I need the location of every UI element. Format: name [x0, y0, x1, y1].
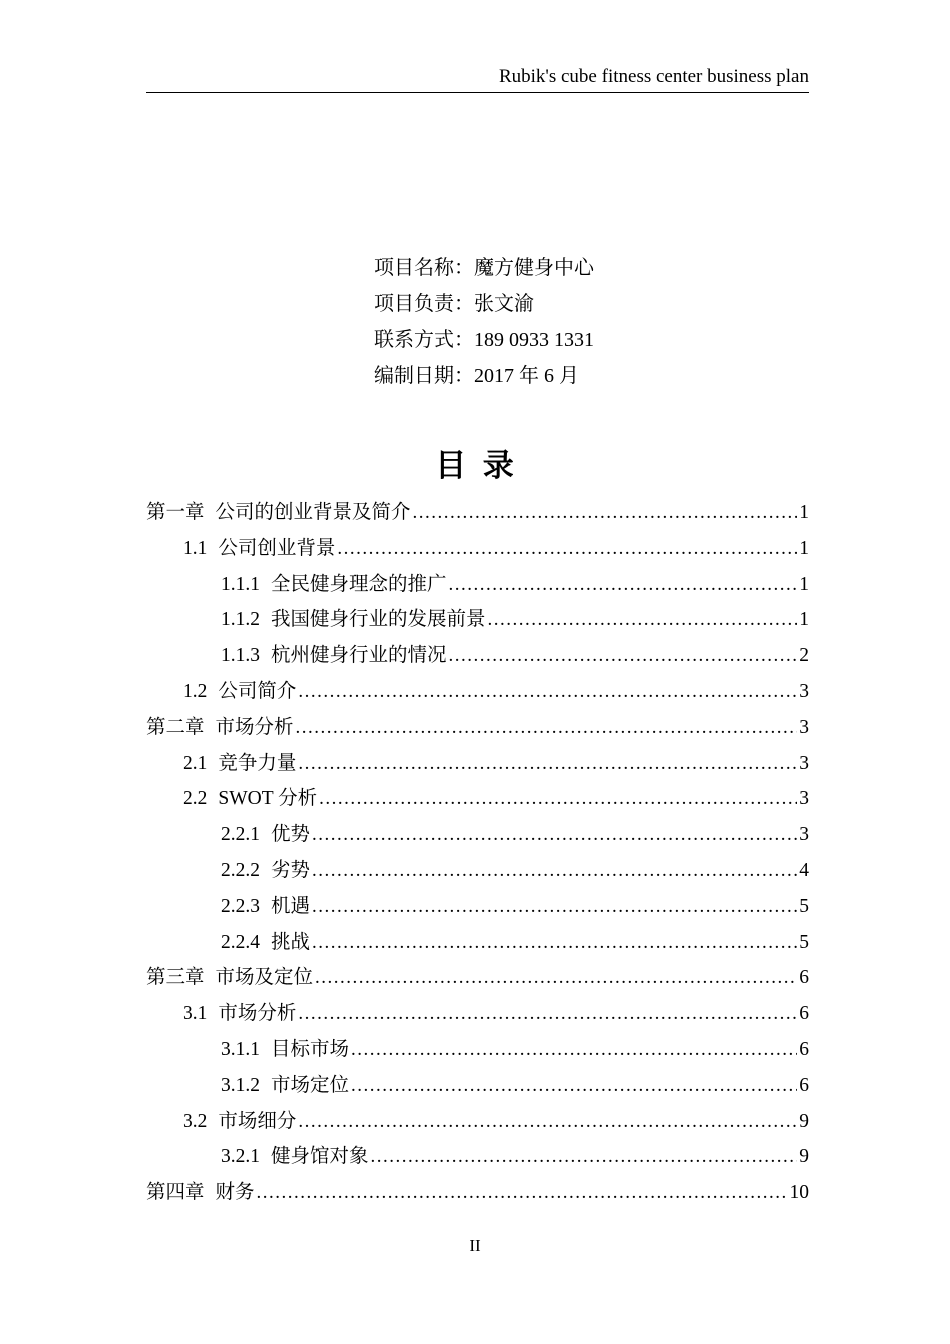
toc-entry[interactable] [146, 1139, 809, 1175]
toc-title: 目 录 [435, 448, 515, 483]
toc-dot-leader [351, 1032, 797, 1068]
contact-line: 联系方式：189 0933 1331 [374, 329, 594, 351]
toc-entry-number: 3.2 [183, 1110, 208, 1132]
toc-dot-leader [351, 1068, 797, 1104]
toc-entry-page: 5 [799, 895, 809, 917]
toc-entry[interactable] [146, 925, 809, 961]
toc-entry-number: 第四章 [146, 1182, 205, 1204]
toc-dot-leader [298, 674, 797, 710]
toc-entry-number: 第二章 [146, 716, 205, 738]
toc-entry-title: 我国健身行业的发展前景 [271, 609, 486, 631]
toc-entry[interactable] [146, 710, 809, 746]
toc-entry-page: 3 [799, 788, 809, 810]
toc-entry[interactable] [146, 996, 809, 1032]
toc-entry-title: 杭州健身行业的情况 [271, 645, 447, 667]
toc-entry[interactable] [146, 1104, 809, 1140]
toc-entry-page: 1 [799, 573, 809, 595]
toc-dot-leader [315, 960, 797, 996]
toc-entry-title: 健身馆对象 [271, 1146, 369, 1168]
toc-entry-number: 1.1 [183, 537, 208, 559]
toc-dot-leader [449, 567, 798, 603]
toc-entry-title: 劣势 [271, 859, 311, 881]
toc-entry-number: 2.2.2 [221, 859, 260, 881]
toc-entry-title: 市场分析 [215, 716, 294, 738]
toc-dot-leader [298, 746, 797, 782]
toc-entry[interactable] [146, 567, 809, 603]
toc-entry-number: 1.2 [183, 680, 208, 702]
toc-entry-number: 2.2.1 [221, 824, 260, 846]
date-line: 编制日期：2017 年 6 月 [374, 365, 579, 387]
toc-entry-page: 6 [799, 1074, 809, 1096]
toc-entry-title: 市场分析 [218, 1003, 297, 1025]
toc-entry-number: 1.1.1 [221, 573, 260, 595]
toc-dot-leader [312, 853, 797, 889]
toc-entry-number: 3.1.2 [221, 1074, 260, 1096]
toc-entry-number: 第三章 [146, 967, 205, 989]
toc-entry-page: 3 [799, 716, 809, 738]
toc-entry-title: 全民健身理念的推广 [271, 573, 447, 595]
toc-dot-leader [337, 531, 797, 567]
toc-entry-page: 3 [799, 752, 809, 774]
toc-entry[interactable] [146, 638, 809, 674]
toc-entry-page: 3 [799, 824, 809, 846]
toc-entry-number: 3.1.1 [221, 1038, 260, 1060]
toc-entry-page: 5 [799, 931, 809, 953]
toc-entry[interactable] [146, 1068, 809, 1104]
toc-dot-leader [257, 1175, 788, 1211]
toc-entry-page: 2 [799, 645, 809, 667]
toc-entry-number: 1.1.2 [221, 609, 260, 631]
toc-dot-leader [298, 996, 797, 1032]
toc-dot-leader [319, 781, 797, 817]
toc-entry-number: 2.2.3 [221, 895, 260, 917]
toc-entry[interactable] [146, 1175, 809, 1211]
toc-entry-title: 市场细分 [218, 1110, 297, 1132]
toc-entry-title: 机遇 [271, 895, 311, 917]
toc-entry[interactable] [146, 602, 809, 638]
toc-entry-title: 财务 [215, 1182, 255, 1204]
toc-entry[interactable] [146, 674, 809, 710]
toc-dot-leader [296, 710, 798, 746]
toc-entry[interactable] [146, 746, 809, 782]
toc-entry[interactable] [146, 960, 809, 996]
toc-entry-page: 1 [799, 502, 809, 523]
toc-entry-number: 第一章 [146, 502, 205, 523]
toc-entry-title: 公司创业背景 [218, 537, 336, 559]
toc-entry-page: 1 [799, 537, 809, 559]
toc-entry-page: 9 [799, 1146, 809, 1168]
toc-entry-number: 3.1 [183, 1003, 208, 1025]
toc-dot-leader [449, 638, 798, 674]
toc-dot-leader [298, 1104, 797, 1140]
toc-entry-number: 2.2.4 [221, 931, 260, 953]
toc-entry[interactable] [146, 781, 809, 817]
toc-entry-page: 3 [799, 680, 809, 702]
toc-dot-leader [371, 1139, 798, 1175]
toc-entry-page: 9 [799, 1110, 809, 1132]
toc-entry-page: 6 [799, 1003, 809, 1025]
toc-entry-title: 公司的创业背景及简介 [215, 502, 411, 523]
toc-entry[interactable] [146, 817, 809, 853]
toc-entry[interactable] [146, 531, 809, 567]
header-title: Rubik's cube fitness center business plan [498, 66, 809, 87]
toc-entry-title: 挑战 [271, 931, 311, 953]
toc-entry[interactable] [146, 495, 809, 531]
toc-entry-page: 4 [799, 859, 809, 881]
toc-entry-title: 竞争力量 [218, 752, 297, 774]
toc-dot-leader [488, 602, 798, 638]
project-lead-line: 项目负责：张文渝 [374, 293, 534, 315]
page-header [146, 64, 809, 93]
project-name-line: 项目名称：魔方健身中心 [374, 257, 594, 279]
toc-entry-page: 6 [799, 967, 809, 989]
toc-entry-number: 1.1.3 [221, 645, 260, 667]
page-number-footer: II [469, 1236, 481, 1255]
toc-entry-number: 3.2.1 [221, 1146, 260, 1168]
toc-entry[interactable] [146, 889, 809, 925]
toc-entry-page: 1 [799, 609, 809, 631]
toc-entry-number: 2.1 [183, 752, 208, 774]
toc-entry-title: 目标市场 [271, 1038, 350, 1060]
toc-entry-title: 市场及定位 [215, 967, 314, 989]
toc-entry-number: 2.2 [183, 788, 208, 810]
toc-entry-title: 公司简介 [218, 680, 297, 702]
toc-dot-leader [312, 889, 797, 925]
project-info [374, 250, 594, 394]
toc-entry-title: 市场定位 [271, 1074, 350, 1096]
toc-entry[interactable] [146, 853, 809, 889]
toc-dot-leader [413, 495, 798, 531]
toc-entry[interactable] [146, 1032, 809, 1068]
toc-entry-title: 优势 [271, 824, 311, 846]
toc-entry-page: 6 [799, 1038, 809, 1060]
toc-dot-leader [312, 817, 797, 853]
toc-entry-page: 10 [789, 1182, 809, 1204]
toc-entry-title: SWOT 分析 [218, 788, 318, 810]
toc-dot-leader [312, 925, 797, 961]
toc-list [146, 495, 809, 1211]
